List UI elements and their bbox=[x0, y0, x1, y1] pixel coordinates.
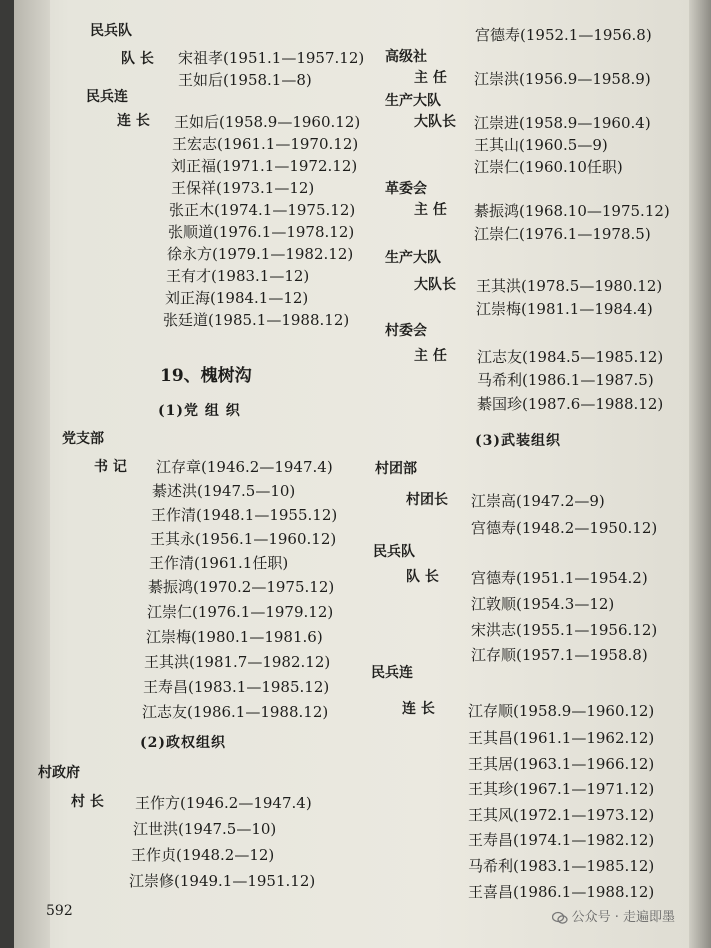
entry: 王作清(1948.1—1955.12) bbox=[151, 506, 338, 524]
entry: 江崇洪(1956.9—1958.9) bbox=[474, 70, 651, 88]
role-label: 大队长 bbox=[414, 277, 456, 293]
page-number: 592 bbox=[46, 903, 73, 919]
heading-militia-team: 民兵队 bbox=[90, 23, 132, 39]
heading-party-branch: 党支部 bbox=[62, 431, 104, 447]
entry: 宋洪志(1955.1—1956.12) bbox=[471, 621, 658, 639]
heading-villcom: 村委会 bbox=[385, 323, 427, 339]
heading-militia-team: 民兵队 bbox=[373, 544, 415, 560]
heading-village-gov: 村政府 bbox=[38, 765, 80, 781]
entry: 王寿昌(1974.1—1982.12) bbox=[468, 831, 655, 849]
entry: 刘正海(1984.1—12) bbox=[165, 289, 309, 307]
entry: 江崇仁(1960.10任职) bbox=[474, 158, 623, 176]
entry: 王作方(1946.2—1947.4) bbox=[135, 794, 312, 812]
village-title: 19、槐树沟 bbox=[160, 366, 252, 386]
entry: 江崇梅(1980.1—1981.6) bbox=[146, 628, 323, 646]
section-armed: (3)武装组织 bbox=[475, 433, 561, 449]
watermark-text: 公众号 · 走遍即墨 bbox=[571, 910, 675, 925]
heading-revcom: 革委会 bbox=[385, 181, 427, 197]
entry: 王其山(1960.5—9) bbox=[474, 136, 608, 154]
page-edge bbox=[689, 0, 711, 948]
heading-coop: 高级社 bbox=[385, 49, 427, 65]
entry: 綦振鸿(1970.2—1975.12) bbox=[148, 578, 335, 596]
entry: 江敦顺(1954.3—12) bbox=[471, 595, 615, 613]
watermark bbox=[552, 906, 675, 925]
role-label: 队 长 bbox=[406, 569, 439, 585]
entry: 江存章(1946.2—1947.4) bbox=[156, 458, 333, 476]
entry: 王其珍(1967.1—1971.12) bbox=[468, 780, 655, 798]
entry: 王如后(1958.1—8) bbox=[178, 71, 312, 89]
role-label: 队 长 bbox=[121, 51, 154, 67]
heading-brigade: 生产大队 bbox=[385, 250, 441, 266]
role-label: 连 长 bbox=[402, 701, 435, 717]
entry: 宫德寿(1948.2—1950.12) bbox=[471, 519, 658, 537]
entry: 江志友(1986.1—1988.12) bbox=[142, 703, 329, 721]
role-label: 书 记 bbox=[94, 459, 127, 475]
entry: 江世洪(1947.5—10) bbox=[133, 820, 277, 838]
entry: 王其风(1972.1—1973.12) bbox=[468, 806, 655, 824]
entry: 王其洪(1978.5—1980.12) bbox=[476, 277, 663, 295]
role-label: 主 任 bbox=[414, 70, 447, 86]
heading-youth: 村团部 bbox=[375, 461, 417, 477]
entry: 王其永(1956.1—1960.12) bbox=[150, 530, 337, 548]
entry: 王作清(1961.1任职) bbox=[149, 554, 289, 572]
entry: 綦国珍(1987.6—1988.12) bbox=[477, 395, 664, 413]
entry: 王寿昌(1983.1—1985.12) bbox=[143, 678, 330, 696]
entry: 王有才(1983.1—12) bbox=[166, 267, 310, 285]
entry: 江存顺(1957.1—1958.8) bbox=[471, 646, 648, 664]
section-government: (2)政权组织 bbox=[140, 735, 226, 751]
entry: 王作贞(1948.2—12) bbox=[131, 846, 275, 864]
entry: 宋祖孝(1951.1—1957.12) bbox=[178, 49, 365, 67]
page-gutter bbox=[14, 0, 50, 948]
book-page bbox=[14, 0, 711, 948]
entry: 江崇高(1947.2—9) bbox=[471, 492, 605, 510]
entry: 王宏志(1961.1—1970.12) bbox=[172, 135, 359, 153]
role-label: 连 长 bbox=[117, 113, 150, 129]
entry: 綦振鸿(1968.10—1975.12) bbox=[474, 202, 670, 220]
entry: 张顺道(1976.1—1978.12) bbox=[168, 223, 355, 241]
entry: 江志友(1984.5—1985.12) bbox=[477, 348, 664, 366]
heading-militia-company: 民兵连 bbox=[371, 665, 413, 681]
entry: 刘正福(1971.1—1972.12) bbox=[171, 157, 358, 175]
entry: 江存顺(1958.9—1960.12) bbox=[468, 702, 655, 720]
heading-militia-company: 民兵连 bbox=[86, 89, 128, 105]
entry: 王其昌(1961.1—1962.12) bbox=[468, 729, 655, 747]
entry: 宫德寿(1952.1—1956.8) bbox=[475, 26, 652, 44]
role-label: 大队长 bbox=[414, 114, 456, 130]
entry: 綦述洪(1947.5—10) bbox=[152, 482, 296, 500]
entry: 王其洪(1981.7—1982.12) bbox=[144, 653, 331, 671]
role-label: 主 任 bbox=[414, 202, 447, 218]
heading-brigade: 生产大队 bbox=[385, 93, 441, 109]
role-label: 主 任 bbox=[414, 348, 447, 364]
entry: 江崇修(1949.1—1951.12) bbox=[129, 872, 316, 890]
entry: 张廷道(1985.1—1988.12) bbox=[163, 311, 350, 329]
entry: 江崇进(1958.9—1960.4) bbox=[474, 114, 651, 132]
entry: 张正木(1974.1—1975.12) bbox=[169, 201, 356, 219]
entry: 江崇仁(1976.1—1978.5) bbox=[474, 225, 651, 243]
entry: 王喜昌(1986.1—1988.12) bbox=[468, 883, 655, 901]
role-label: 村团长 bbox=[406, 492, 448, 508]
entry: 王保祥(1973.1—12) bbox=[171, 179, 315, 197]
role-label: 村 长 bbox=[71, 794, 104, 810]
entry: 宫德寿(1951.1—1954.2) bbox=[471, 569, 648, 587]
entry: 王其居(1963.1—1966.12) bbox=[468, 755, 655, 773]
entry: 江崇梅(1981.1—1984.4) bbox=[476, 300, 653, 318]
entry: 马希利(1986.1—1987.5) bbox=[477, 371, 654, 389]
section-party: (1)党 组 织 bbox=[158, 403, 241, 419]
entry: 马希利(1983.1—1985.12) bbox=[468, 857, 655, 875]
entry: 江崇仁(1976.1—1979.12) bbox=[147, 603, 334, 621]
wechat-icon bbox=[552, 911, 568, 925]
entry: 徐永方(1979.1—1982.12) bbox=[167, 245, 354, 263]
entry: 王如后(1958.9—1960.12) bbox=[174, 113, 361, 131]
